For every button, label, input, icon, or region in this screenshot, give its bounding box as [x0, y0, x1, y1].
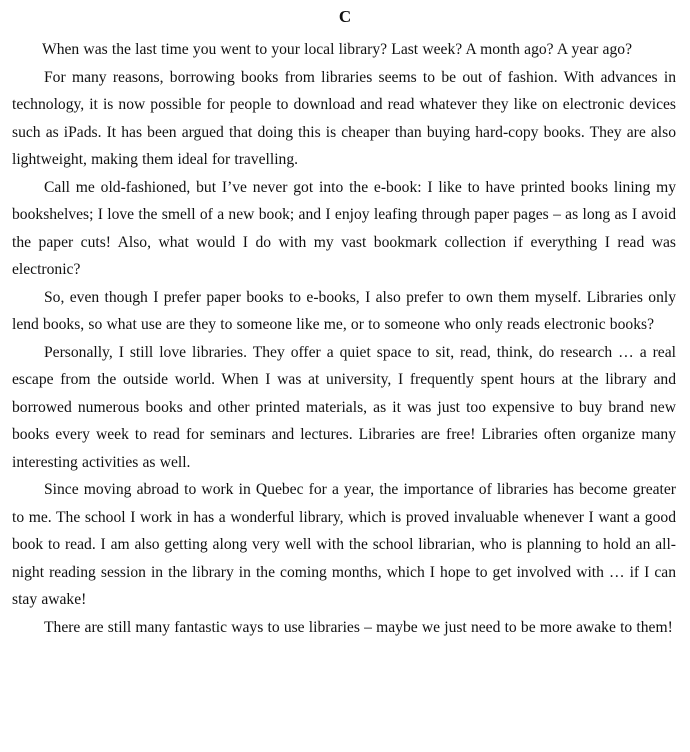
paragraph-2: For many reasons, borrowing books from libraries seems to be out of fashion. With advances in technology, it is now possible for people to download and read whatever they like on electronic devices such as iPads. It has been argued that doing this is cheaper than buying hard-copy books. They are also lightweight, making them ideal for travelling. — [12, 68, 676, 168]
paragraph-1: When was the last time you went to your local library? Last week? A month ago? A year ago? — [42, 41, 632, 58]
paragraph-5: Personally, I still love libraries. They offer a quiet space to sit, read, think, do research … a real escape from the outside world. When I was at university, I frequently spent hours at the library and borrowed numerous books and other printed materials, as it was just too expensive to buy brand new books every week to read for seminars and lectures. Libraries are free! Libraries often organize many interesting activities as well. — [12, 343, 676, 471]
paragraph-3: Call me old-fashioned, but I’ve never got into the e-book: I like to have printed books lining my bookshelves; I love the smell of a new book; and I enjoy leafing through paper pages – as long as I avoid the paper cuts! Also, what would I do with my vast bookmark collection if everything I read was electronic? — [12, 178, 676, 278]
passage-heading: C — [338, 7, 352, 26]
paragraph-6: Since moving abroad to work in Quebec for a year, the importance of libraries has become greater to me. The school I work in has a wonderful library, which is proved invaluable whenever I want a good book to read. I am also getting along very well with the school librarian, who is planning to hold an all-night reading session in the library in the coming months, which I hope to get involved with … if I can stay awake! — [12, 481, 676, 608]
paragraph-4: So, even though I prefer paper books to e-books, I also prefer to own them myself. Libraries only lend books, so what use are they to someone like me, or to someone who only reads electronic books? — [12, 288, 676, 333]
paragraph-7: There are still many fantastic ways to use libraries – maybe we just need to be more awake to them! — [44, 618, 673, 636]
passage-body — [12, 36, 676, 641]
